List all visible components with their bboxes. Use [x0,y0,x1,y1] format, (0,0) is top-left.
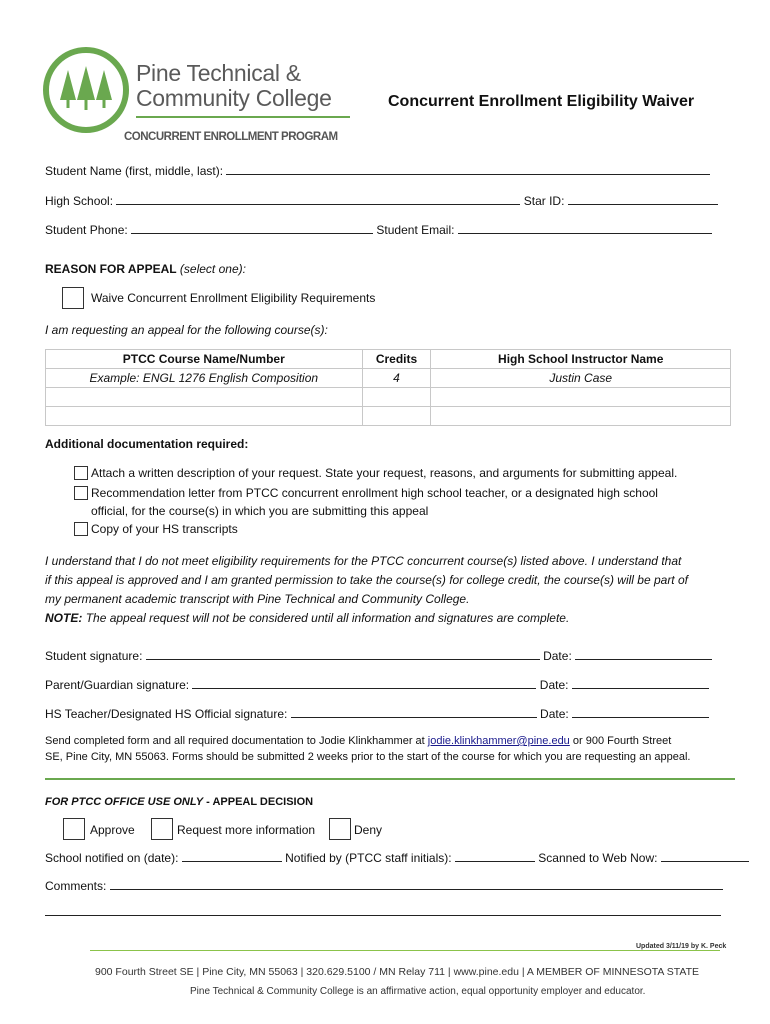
student-email-label: Student Email: [376,223,455,237]
instructor-cell[interactable] [431,388,731,407]
student-signature-row [45,648,712,663]
transcripts-checkbox[interactable] [74,522,88,536]
statement-line3: my permanent academic transcript with Pine Technical and Community College. [45,592,470,606]
written-description-label: Attach a written description of your request. State your request, reasons, and arguments for submitting appeal. [91,466,678,480]
logo-name-line2: Community College [136,85,332,111]
comments-row-2 [45,904,721,919]
comments-field[interactable] [110,878,723,890]
recommendation-letter-label-cont: official, for the course(s) in which you are submitting this appeal [91,504,429,518]
student-signature-label: Student signature: [45,649,143,663]
teacher-date-label: Date: [540,707,569,721]
school-notified-label: School notified on (date): [45,851,179,865]
scanned-field[interactable] [661,850,749,862]
parent-date-field[interactable] [572,677,709,689]
header-instructor: High School Instructor Name [431,350,731,369]
parent-signature-label: Parent/Guardian signature: [45,678,190,692]
note-label: NOTE: [45,611,83,625]
email-link[interactable]: jodie.klinkhammer@pine.edu [427,735,570,747]
example-course-cell: Example: ENGL 1276 English Composition [46,369,363,388]
teacher-signature-row [45,706,709,721]
updated-note: Updated 3/11/19 by K. Peck [636,943,727,950]
reason-heading-label: REASON FOR APPEAL [45,262,177,276]
header-credits: Credits [362,350,431,369]
teacher-signature-field[interactable] [291,706,537,718]
recommendation-letter-checkbox[interactable] [74,486,88,500]
contact-row [45,222,712,237]
parent-date-label: Date: [539,678,569,692]
office-heading-italic: FOR PTCC OFFICE USE ONLY [45,796,204,808]
teacher-date-field[interactable] [572,706,709,718]
written-description-checkbox[interactable] [74,466,88,480]
example-credits-cell: 4 [362,369,431,388]
school-notified-field[interactable] [182,850,282,862]
logo-underline [136,116,350,118]
student-name-row [45,163,710,178]
courses-intro: I am requesting an appeal for the following course(s): [45,323,328,337]
student-name-label: Student Name (first, middle, last): [45,164,224,178]
submit-line2: SE, Pine City, MN 55063. Forms should be submitted 2 weeks prior to the start of the course for which you are requesting an appeal. [45,751,691,763]
logo-program: CONCURRENT ENROLLMENT PROGRAM [124,131,338,143]
waive-requirements-checkbox[interactable] [62,287,84,309]
student-date-label: Date: [543,649,572,663]
table-row [46,369,731,388]
star-id-label: Star ID: [523,194,565,208]
courses-table [45,349,731,426]
notified-by-field[interactable] [455,850,535,862]
scanned-label: Scanned to Web Now: [538,851,658,865]
office-heading [45,796,313,808]
deny-checkbox[interactable] [329,818,351,840]
footer-address: 900 Fourth Street SE | Pine City, MN 55063 | 320.629.5100 / MN Relay 711 | www.pine.edu | A MEMBER OF MINNESOTA STATE [95,966,700,978]
logo-name-line1: Pine Technical & [136,60,301,86]
student-email-field[interactable] [458,222,712,234]
waive-requirements-label: Waive Concurrent Enrollment Eligibility Requirements [91,291,376,305]
deny-label: Deny [354,823,383,837]
reason-heading-note: (select one): [179,262,246,276]
submit-text-post: or 900 Fourth Street [572,735,672,747]
header-course-name: PTCC Course Name/Number [46,350,363,369]
notification-row [45,850,749,865]
statement-line1: I understand that I do not meet eligibility requirements for the PTCC concurrent course(s) listed above. I understand that [45,554,682,568]
footer-eeo: Pine Technical & Community College is an affirmative action, equal opportunity employer and educator. [190,986,646,997]
logo-trees-icon [40,44,132,136]
page-title: Concurrent Enrollment Eligibility Waiver [388,93,695,110]
table-header-row [46,350,731,369]
documentation-heading: Additional documentation required: [45,437,249,451]
statement-line2: if this appeal is approved and I am granted permission to take the course(s) for college credit, the course(s) will be part of [45,573,688,587]
high-school-label: High School: [45,194,114,208]
transcripts-label: Copy of your HS transcripts [91,522,238,536]
statement-paragraph [45,552,688,628]
notified-by-label: Notified by (PTCC staff initials): [285,851,452,865]
star-id-field[interactable] [568,193,718,205]
approve-label: Approve [90,823,135,837]
note-text: The appeal request will not be considered until all information and signatures are complete. [85,611,570,625]
statement-note [45,609,688,628]
footer-divider [90,950,720,951]
request-more-label: Request more information [177,823,316,837]
submit-line1 [45,735,671,747]
credits-cell[interactable] [362,388,431,407]
high-school-field[interactable] [116,193,520,205]
college-logo [40,44,370,144]
comments-field-2[interactable] [45,904,721,916]
comments-row [45,878,723,893]
parent-signature-row [45,677,709,692]
student-phone-label: Student Phone: [45,223,128,237]
office-heading-rest: - APPEAL DECISION [206,796,314,808]
table-row [46,388,731,407]
student-phone-field[interactable] [131,222,373,234]
recommendation-letter-label: Recommendation letter from PTCC concurrent enrollment high school teacher, or a designated high school [91,486,658,500]
request-more-checkbox[interactable] [151,818,173,840]
approve-checkbox[interactable] [63,818,85,840]
high-school-row [45,193,718,208]
example-instructor-cell: Justin Case [431,369,731,388]
student-signature-field[interactable] [146,648,540,660]
parent-signature-field[interactable] [192,677,536,689]
credits-cell[interactable] [362,407,431,426]
course-cell[interactable] [46,407,363,426]
teacher-signature-label: HS Teacher/Designated HS Official signature: [45,707,288,721]
course-cell[interactable] [46,388,363,407]
student-date-field[interactable] [575,648,712,660]
table-row [46,407,731,426]
student-name-field[interactable] [226,163,710,175]
section-divider [45,778,735,780]
instructor-cell[interactable] [431,407,731,426]
reason-heading [45,262,246,276]
submit-text-pre: Send completed form and all required documentation to Jodie Klinkhammer at [45,735,425,747]
comments-label: Comments: [45,879,107,893]
